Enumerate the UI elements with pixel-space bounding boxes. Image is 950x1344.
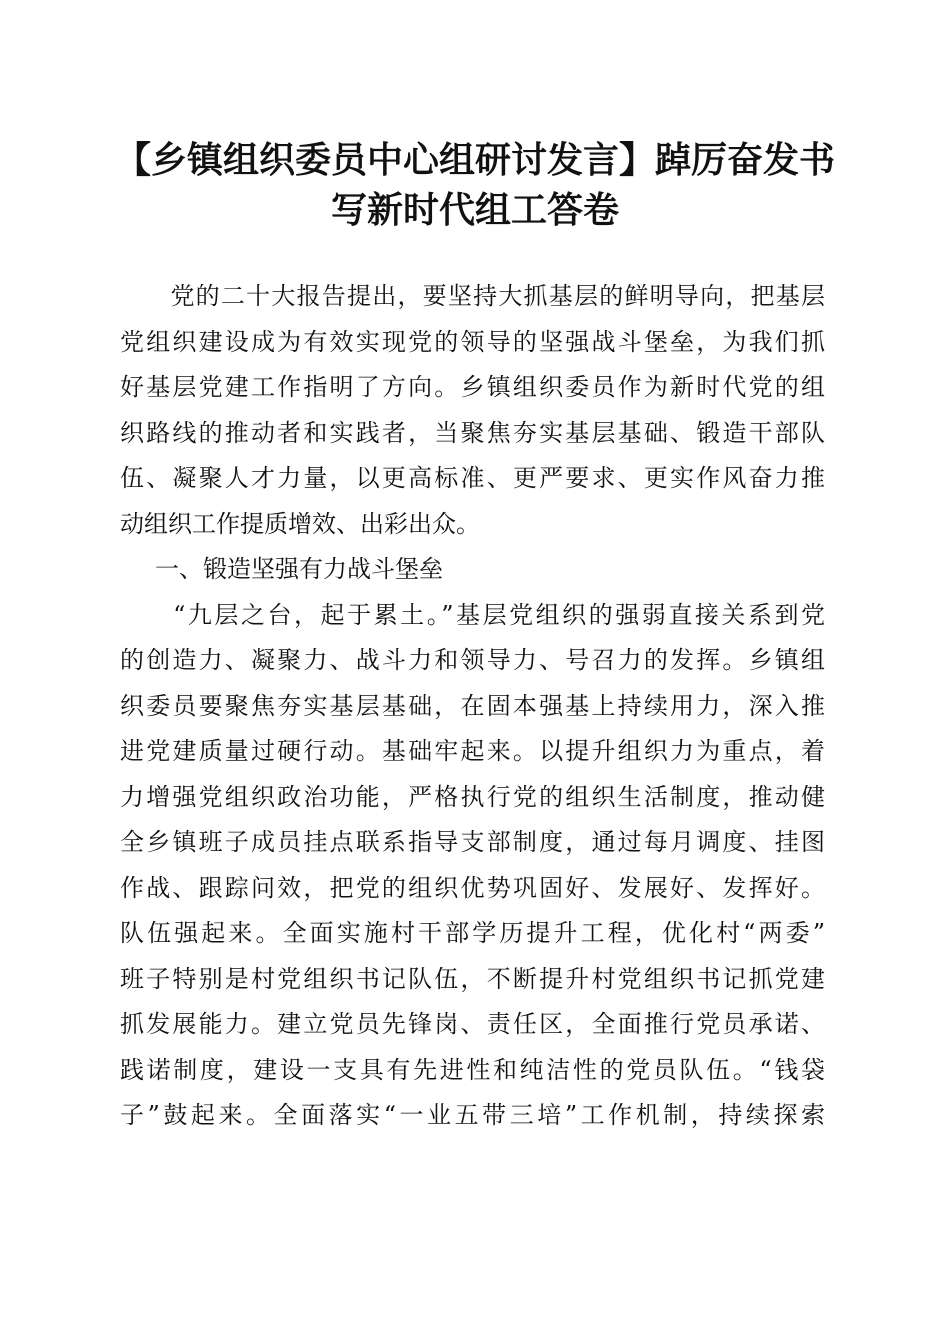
section-paragraph: [120, 593, 825, 1139]
paragraph-line: 作战、跟踪问效，把党的组织优势巩固好、发展好、发挥好。: [120, 873, 825, 902]
paragraph-line: 织委员要聚焦夯实基层基础，在固本强基上持续用力，深入推: [120, 691, 825, 720]
paragraph-line: “九层之台，起于累土。”基层党组织的强弱直接关系到党: [120, 600, 825, 629]
intro-paragraph: [120, 274, 825, 547]
paragraph-line: 进党建质量过硬行动。基础牢起来。以提升组织力为重点，着: [120, 737, 825, 765]
paragraph-line: 好基层党建工作指明了方向。乡镇组织委员作为新时代党的组: [120, 373, 825, 401]
paragraph-line: 伍、凝聚人才力量，以更高标准、更严要求、更实作风奋力推: [120, 464, 825, 492]
section-heading: 一、锻造坚强有力战斗堡垒: [155, 555, 443, 583]
document-body: [120, 274, 825, 1139]
paragraph-line: 力增强党组织政治功能，严格执行党的组织生活制度，推动健: [120, 782, 825, 811]
paragraph-line: 动组织工作提质增效、出彩出众。: [120, 509, 480, 538]
paragraph-line: 全乡镇班子成员挂点联系指导支部制度，通过每月调度、挂图: [120, 828, 825, 856]
paragraph-line: 班子特别是村党组织书记队伍，不断提升村党组织书记抓党建: [120, 964, 825, 993]
paragraph-line: 党组织建设成为有效实现党的领导的坚强战斗堡垒，为我们抓: [120, 327, 825, 356]
paragraph-line: 抓发展能力。建立党员先锋岗、责任区，全面推行党员承诺、: [120, 1010, 825, 1038]
paragraph-line: 践诺制度，建设一支具有先进性和纯洁性的党员队伍。“钱袋: [120, 1055, 825, 1084]
title-line-1: 【乡镇组织委员中心组研讨发言】踔厉奋发书: [114, 139, 835, 181]
paragraph-line: 队伍强起来。全面实施村干部学历提升工程，优化村“两委”: [120, 919, 825, 947]
paragraph-line: 织路线的推动者和实践者，当聚焦夯实基层基础、锻造干部队: [120, 418, 825, 447]
paragraph-line: 的创造力、凝聚力、战斗力和领导力、号召力的发挥。乡镇组: [120, 646, 825, 674]
document-title: [110, 135, 840, 235]
paragraph-line: 子”鼓起来。全面落实“一业五带三培”工作机制，持续探索: [120, 1101, 825, 1129]
title-line-2: 写新时代组工答卷: [330, 189, 619, 231]
paragraph-line: 党的二十大报告提出，要坚持大抓基层的鲜明导向，把基层: [120, 282, 825, 310]
